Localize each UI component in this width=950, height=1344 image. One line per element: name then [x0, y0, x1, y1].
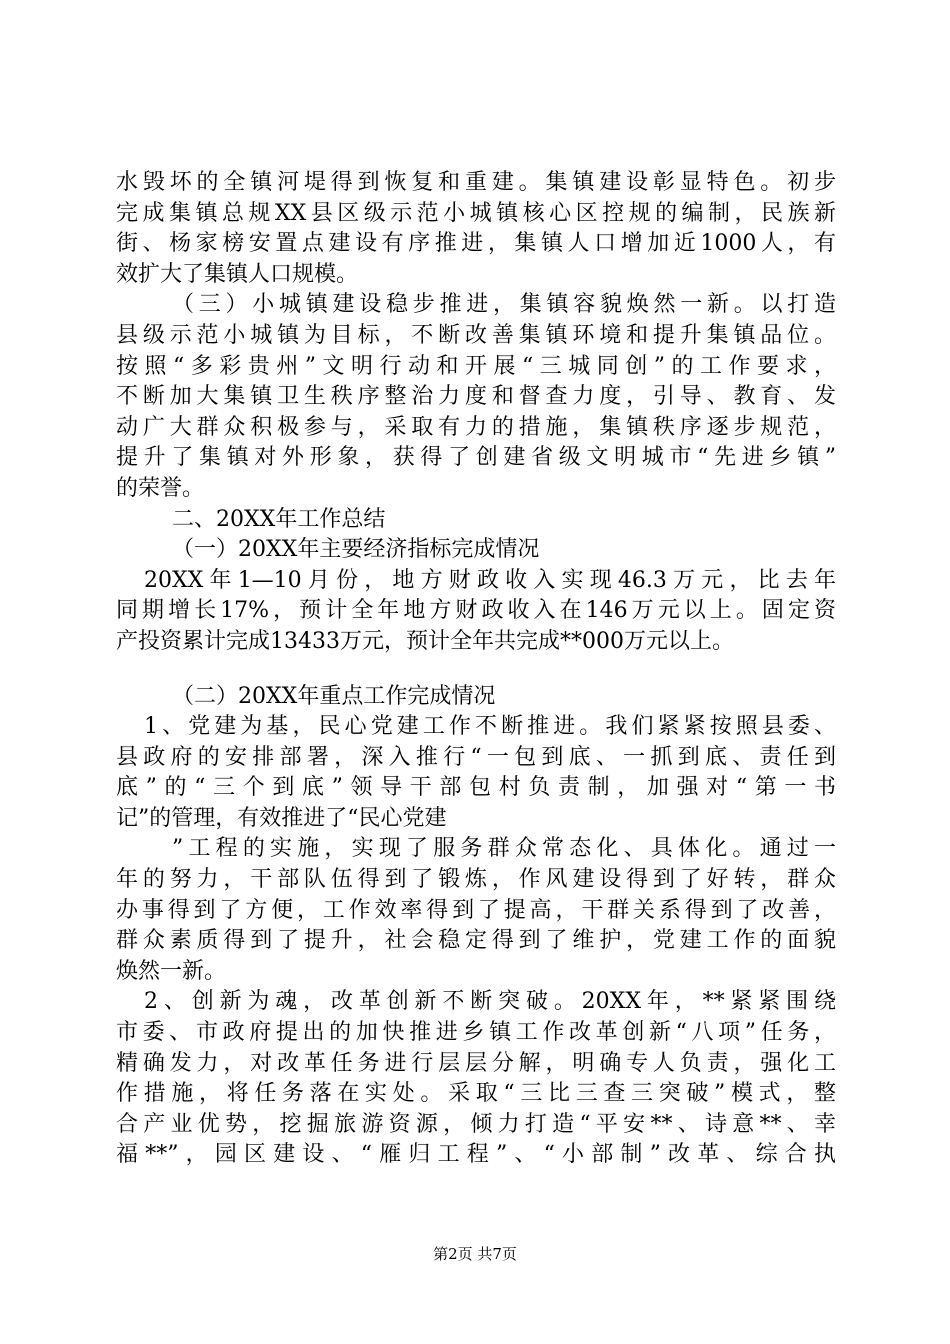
- text-line: 2、创新为魂，改革创新不断突破。20XX年，**紧紧围绕: [144, 989, 836, 1015]
- text-line: ”工程的实施，实现了服务群众常态化、具体化。通过一: [172, 836, 836, 862]
- section-heading: 二、20XX年工作总结: [172, 506, 386, 532]
- text-line: 县级示范小城镇为目标，不断改善集镇环境和提升集镇品位。: [116, 322, 836, 348]
- section-heading-summary: [116, 505, 836, 536]
- text-line: 街、杨家榜安置点建设有序推进，集镇人口增加近1000人，有: [116, 231, 836, 257]
- text-line: 动广大群众积极参与，采取有力的措施，集镇秩序逐步规范，: [116, 414, 836, 440]
- paragraph-reform: [116, 987, 836, 1171]
- subheading-indicators: [116, 535, 836, 566]
- text-line: 同期增长17%，预计全年地方财政收入在146万元以上。固定资: [116, 598, 836, 624]
- text-line: 群众素质得到了提升，社会稳定得到了维护，党建工作的面貌: [116, 928, 836, 954]
- text-line: 年的努力，干部队伍得到了锻炼，作风建设得到了好转，群众: [116, 867, 836, 893]
- subsection-heading: （一）20XX年主要经济指标完成情况: [172, 537, 540, 563]
- subheading-key-work: [116, 682, 836, 713]
- text-line: （三）小城镇建设稳步推进，集镇容貌焕然一新。以打造: [172, 292, 836, 318]
- text-line: 不断加大集镇卫生秩序整治力度和督查力度，引导、教育、发: [116, 384, 836, 410]
- text-line: 20XX年1—10月份，地方财政收入实现46.3万元，比去年: [144, 567, 836, 593]
- text-line: 完成集镇总规XX县区级示范小城镇核心区控规的编制，民族新: [116, 200, 836, 226]
- subsection-heading: （二）20XX年重点工作完成情况: [172, 683, 496, 709]
- text-line: 合产业优势，挖掘旅游资源，倾力打造“平安**、诗意**、幸: [116, 1111, 836, 1137]
- paragraph-gap: [116, 658, 836, 682]
- text-line: 按照“多彩贵州”文明行动和开展“三城同创”的工作要求，: [116, 353, 836, 379]
- text-line: 底”的“三个到底”领导干部包村负责制，加强对“第一书: [116, 775, 836, 801]
- paragraph-party-building-cont: [116, 834, 836, 987]
- text-line: 效扩大了集镇人口规模。: [116, 261, 359, 287]
- text-line: 市委、市政府提出的加快推进乡镇工作改革创新“八项”任务，: [116, 1020, 836, 1046]
- text-line: 办事得到了方便，工作效率得到了提高，干群关系得到了改善，: [116, 897, 836, 923]
- text-line: 水毁坏的全镇河堤得到恢复和重建。集镇建设彰显特色。初步: [116, 170, 836, 195]
- paragraph-small-town: [116, 290, 836, 504]
- text-line: 焕然一新。: [116, 958, 227, 984]
- text-line: 县政府的安排部署，深入推行“一包到底、一抓到底、责任到: [116, 744, 836, 770]
- text-line: 记”的管理，有效推进了“民心党建: [116, 805, 447, 831]
- body-text: [116, 168, 836, 1171]
- text-line: 的荣誉。: [116, 475, 205, 501]
- text-line: 提升了集镇对外形象，获得了创建省级文明城市“先进乡镇”: [116, 445, 836, 471]
- text-line: 精确发力，对改革任务进行层层分解，明确专人负责，强化工: [116, 1050, 836, 1076]
- text-line: 作措施，将任务落在实处。采取“三比三查三突破”模式，整: [116, 1081, 836, 1107]
- text-line: 福**”，园区建设、“雁归工程”、“小部制”改革、综合执: [116, 1142, 836, 1168]
- text-line: 1、党建为基，民心党建工作不断推进。我们紧紧按照县委、: [144, 714, 836, 740]
- paragraph-party-building: [116, 712, 836, 834]
- paragraph-flood-repair: [116, 168, 836, 290]
- paragraph-indicators: [116, 566, 836, 658]
- text-line: 产投资累计完成13433万元，预计全年共完成**000万元以上。: [116, 628, 734, 654]
- page-number-footer: 第2页 共7页: [433, 1245, 517, 1263]
